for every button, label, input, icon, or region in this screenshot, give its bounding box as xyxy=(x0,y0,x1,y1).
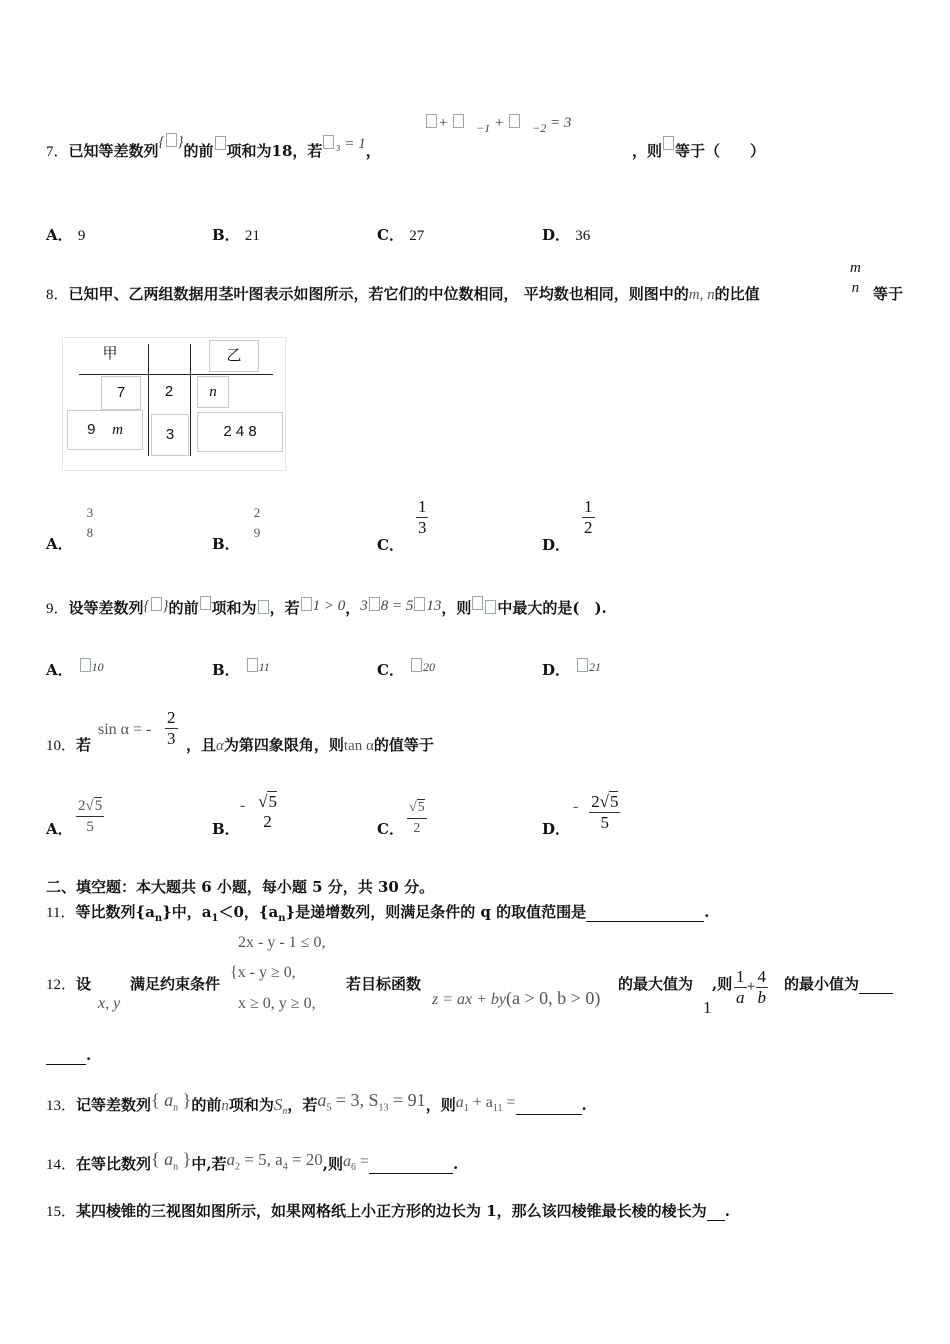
q8-option-c[interactable]: C． $\frac{1}{3}$ xyxy=(377,497,427,554)
q10-option-c-value[interactable]: $\frac{√5}{2}$ xyxy=(409,800,425,836)
q10-option-a-value[interactable]: $\frac{2√5}{5}$ xyxy=(78,798,103,835)
q10-option-d[interactable]: D． xyxy=(542,820,571,838)
q12-text-6: . xyxy=(46,1046,91,1065)
q11-answer-blank[interactable] xyxy=(586,903,704,922)
q10-option-b[interactable]: B． xyxy=(212,820,240,838)
leaf-left-row1: 7 xyxy=(101,376,141,410)
constraint-2: {x - y ≥ 0, xyxy=(230,964,296,981)
q14-answer-blank[interactable] xyxy=(369,1155,453,1174)
constraint-3: x ≥ 0, y ≥ 0, xyxy=(238,995,316,1012)
q7-stem: 7．已知等差数列{ }的前 项和为18，若 ₃ = 1， xyxy=(46,134,381,160)
stem-row2: 3 xyxy=(151,414,189,456)
q12-stem-start: 12．设 xyxy=(46,975,92,993)
q10-option-c[interactable]: C． xyxy=(377,820,404,838)
table-head-yi: 乙 xyxy=(209,340,259,372)
q7-stem-end: ，则 等于（ ） xyxy=(632,140,765,161)
q7-condition: + $_{-1}$ + $_{-2}$ = 3 xyxy=(425,114,571,132)
q12-text-3: 的最大值为 xyxy=(618,975,694,993)
q12-expression: $\frac{1}{a}$ + $\frac{4}{b}$ xyxy=(736,967,767,1007)
question-11: 11．等比数列$\{a_n\}$中，$a_1<0$，$\{a_n\}$是递增数列，则满足条件的 q 的取值范围是 . xyxy=(46,903,710,924)
q10-stem: ，且α为第四象限角，则tan α的值等于 xyxy=(186,736,434,754)
q8-stem: 8．已知甲、乙两组数据用茎叶图表示如图所示，若它们的中位数相同， 平均数也相同，则图中的m, n的比值 xyxy=(46,285,760,303)
q8-option-d[interactable]: D． $\frac{1}{2}$ xyxy=(542,497,593,554)
q9-option-b[interactable]: B． 11 xyxy=(212,660,270,679)
q7-option-c[interactable]: C． 27 xyxy=(377,226,425,244)
stem-row1: 2 xyxy=(152,376,186,408)
q12-answer-blank-2[interactable] xyxy=(46,1046,86,1065)
stem-leaf-table xyxy=(62,337,286,471)
q10-option-d-value[interactable]: - $\frac{2√5}{5}$ xyxy=(573,792,619,832)
objective-function: z = ax + by(a > 0, b > 0) xyxy=(432,988,601,1008)
q7-option-a[interactable]: A． 9 xyxy=(46,226,86,244)
q10-sin-fraction: $\frac{2}{3}$ xyxy=(167,708,176,748)
q15-answer-blank[interactable] xyxy=(707,1202,725,1221)
q12-max-value: 1 xyxy=(703,998,712,1017)
q10-stem-start: 10．若 xyxy=(46,736,92,754)
question-14: 14．在等比数列{ $a_n$ }中,若$a_2 = 5$, $a_4 = 20$,则$a_6$ = . xyxy=(46,1149,459,1174)
constraint-1: 2x - y - 1 ≤ 0, xyxy=(238,934,326,951)
q10-option-b-value[interactable]: - √5 2 xyxy=(240,792,277,831)
leaf-right-row1: n xyxy=(197,376,229,408)
leaf-left-row2: 9 m xyxy=(67,410,143,450)
q12-text: 满足约束条件 xyxy=(130,975,221,993)
q12-text-4: ,则 xyxy=(712,975,733,993)
question-15: 15．某四棱锥的三视图如图所示，如果网格纸上小正方形的边长为 1，那么该四棱锥最长棱的棱长为 . xyxy=(46,1202,730,1220)
seq-brace: { } xyxy=(158,134,184,150)
q8-option-a[interactable]: A． 3 8 xyxy=(46,505,94,553)
question-13: 13．记等差数列{ $a_n$ }的前n项和为$S_n$，若$a_5 = 3$, $S_{13} = 91$，则$a_1 + a_{11}$ = . xyxy=(46,1090,587,1117)
q8-option-b[interactable]: B． 2 9 xyxy=(212,505,261,553)
q10-sin: sin α = - xyxy=(98,721,152,738)
q7-option-b[interactable]: B． 21 xyxy=(212,226,260,244)
q9-option-d[interactable]: D． 21 xyxy=(542,660,602,679)
q13-answer-blank[interactable] xyxy=(516,1096,582,1115)
q8-ratio-fraction: m n xyxy=(850,260,861,296)
q12-text-2: 若目标函数 xyxy=(346,975,422,993)
q12-answer-blank-1[interactable] xyxy=(859,975,893,994)
q12-vars: x, y xyxy=(98,995,121,1012)
q12-text-5: 的最小值为 xyxy=(784,973,893,994)
q7-option-d[interactable]: D． 36 xyxy=(542,226,591,244)
q9-option-a[interactable]: A． 10 xyxy=(46,660,104,679)
table-head-jia: 甲 xyxy=(89,340,131,368)
q9-option-c[interactable]: C． 20 xyxy=(377,660,435,679)
q10-option-a[interactable]: A． xyxy=(46,820,73,838)
section-heading: 二、填空题：本大题共 6 小题，每小题 5 分，共 30 分。 xyxy=(46,878,435,896)
q9-stem: 9．设等差数列{ }的前 项和为 ，若 1 > 0，3 8 = 5 13，则 中最大的是( ). xyxy=(46,598,607,617)
q8-stem-end: 等于 xyxy=(873,285,904,303)
leaf-right-row2: 2 4 8 xyxy=(197,412,283,452)
